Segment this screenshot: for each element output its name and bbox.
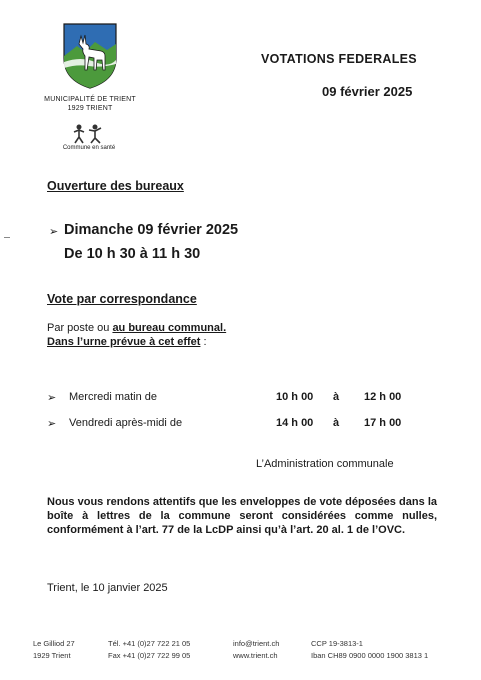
schedule-from: 10 h 00 — [276, 391, 314, 403]
footer-tel: Tél. +41 (0)27 722 21 05 — [108, 639, 191, 648]
opening-hours: De 10 h 30 à 11 h 30 — [64, 246, 201, 262]
footer-iban: Iban CH89 0900 0000 1900 3813 1 — [311, 651, 429, 660]
postal-vote-heading: Vote par correspondance — [47, 292, 197, 306]
municipality-name: MUNICIPALITÉ DE TRIENT — [44, 96, 136, 103]
arrow-bullet-icon: ➢ — [49, 226, 59, 238]
signature: L’Administration communale — [256, 458, 394, 470]
postal-vote-urn: Dans l’urne prévue à cet effet — [47, 336, 201, 348]
vote-date: 09 février 2025 — [322, 84, 413, 99]
footer-phone — [108, 638, 190, 662]
schedule-sep: à — [333, 391, 340, 403]
opening-day: Dimanche 09 février 2025 — [64, 222, 239, 238]
schedule-sep: à — [333, 417, 340, 429]
postal-vote-line2-suffix: : — [200, 336, 207, 348]
postal-vote-office: au bureau communal. — [112, 322, 227, 334]
letterhead-municipality — [44, 95, 136, 113]
schedule-from: 14 h 00 — [276, 417, 314, 429]
postal-vote-line1-prefix: Par poste ou — [47, 322, 113, 334]
commune-en-sante-icon — [71, 123, 105, 145]
arrow-bullet-icon: ➢ — [47, 392, 57, 404]
place-date: Trient, le 10 janvier 2025 — [47, 582, 168, 594]
footer-ccp: CCP 19-3813-1 — [311, 639, 363, 648]
document-title: VOTATIONS FEDERALES — [261, 52, 417, 66]
footer-web[interactable]: www.trient.ch — [233, 651, 278, 660]
commune-en-sante-label: Commune en santé — [62, 145, 116, 151]
footer-address — [33, 638, 75, 662]
margin-mark — [4, 237, 10, 238]
footer-contact — [233, 638, 279, 662]
footer-bank — [311, 638, 428, 662]
footer-fax: Fax +41 (0)27 722 99 05 — [108, 651, 191, 660]
arrow-bullet-icon: ➢ — [47, 418, 57, 430]
municipality-postcode: 1929 TRIENT — [67, 105, 113, 112]
municipal-crest-icon — [61, 22, 119, 90]
footer-address-line2: 1929 Trient — [33, 651, 71, 660]
footer-email[interactable]: info@trient.ch — [233, 639, 280, 648]
footer-address-line1: Le Gilliod 27 — [33, 639, 75, 648]
postal-vote-line1 — [47, 322, 226, 334]
postal-vote-line2 — [47, 336, 207, 348]
schedule-label: Mercredi matin de — [69, 391, 158, 403]
schedule-label: Vendredi après-midi de — [69, 417, 183, 429]
schedule-to: 12 h 00 — [364, 391, 402, 403]
opening-heading: Ouverture des bureaux — [47, 179, 184, 193]
notice-paragraph: Nous vous rendons attentifs que les enveloppes de vote déposées dans la boîte à lettres de la commune seront considérées comme nulles, conformément à l’art. 77 de la LcDP ainsi qu’à l’art. 20 al. 1 de l’OVC. — [47, 496, 437, 536]
schedule-to: 17 h 00 — [364, 417, 402, 429]
